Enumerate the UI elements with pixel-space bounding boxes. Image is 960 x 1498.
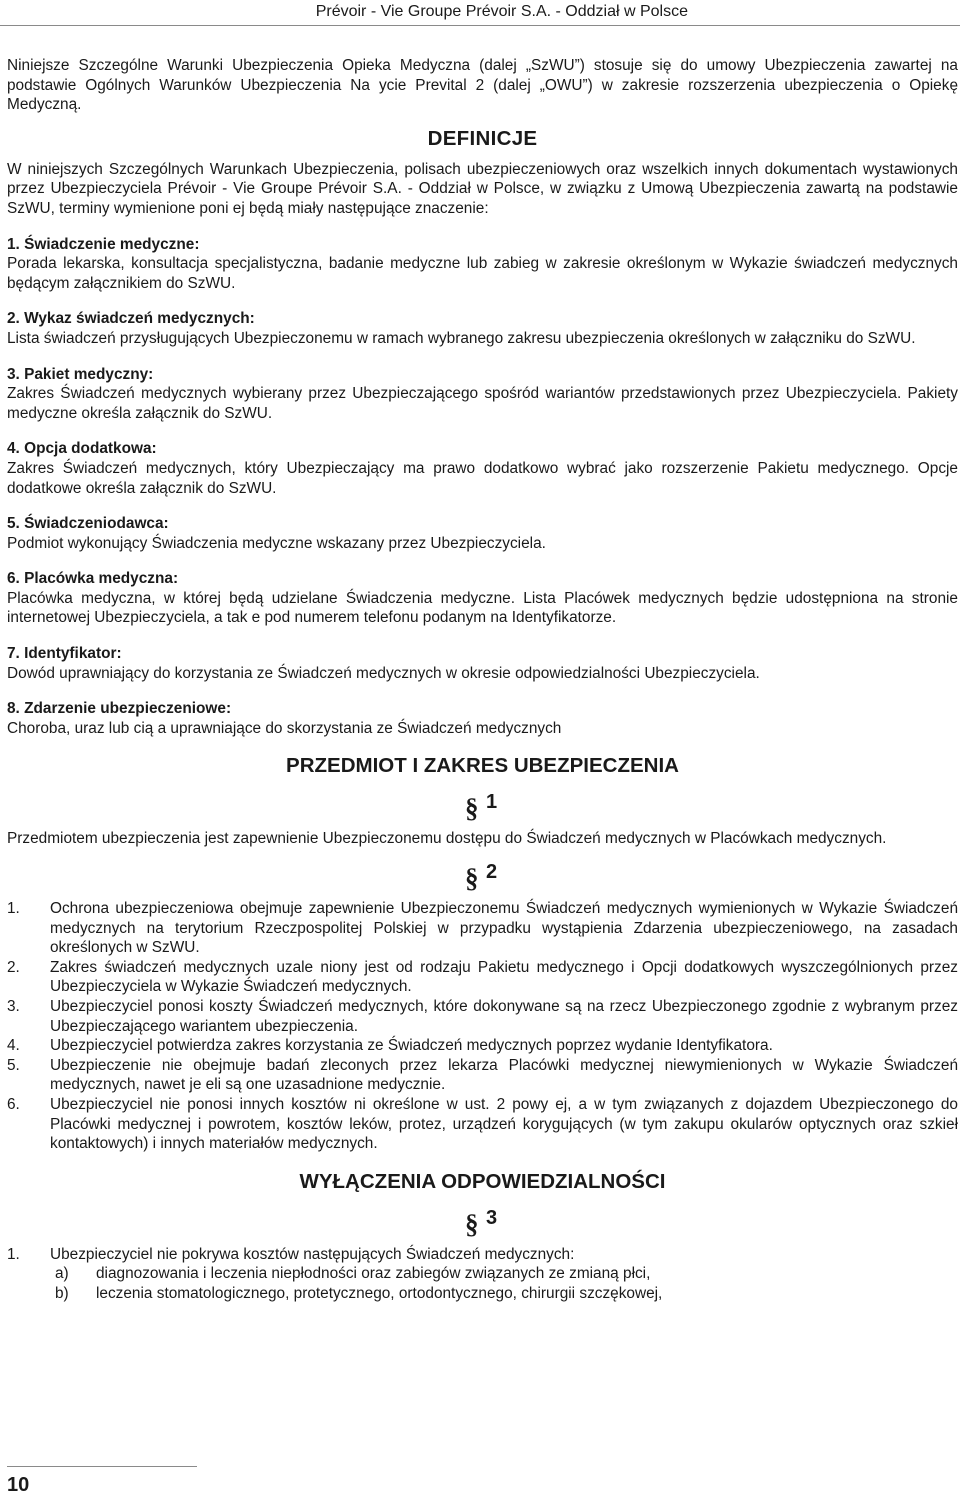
definition-text: Lista świadczeń przysługujących Ubezpieczonemu w ramach wybranego zakresu ubezpieczenia określonych w załączniku do SzWU. xyxy=(7,329,916,347)
definition-label: 4. Opcja dodatkowa: xyxy=(7,440,157,458)
definition-label: 2. Wykaz świadczeń medycznych: xyxy=(7,310,255,328)
definition-text: Podmiot wykonujący Świadczenia medyczne wskazany przez Ubezpieczyciela. xyxy=(7,534,546,552)
definition-label: 3. Pakiet medyczny: xyxy=(7,365,154,383)
header-rule xyxy=(0,25,960,26)
paragraph-number: 2 xyxy=(486,861,498,884)
paragraph-number: 3 xyxy=(486,1206,498,1229)
list-item-text: Ubezpieczyciel nie ponosi innych kosztów ni określone w ust. 2 powy ej, a w tym związanych z dojazdem Ubezpieczonego do Placówki medycznej i powrotem, kosztów leków, protez, urządzeń korygujących (w tym zakupu okularów optycznych oraz szkieł kontaktowych) i innych materiałów medycznych. xyxy=(50,1095,958,1153)
definition-text: Porada lekarska, konsultacja specjalistyczna, badanie medyczne lub zabieg w zakresie określonym w Wykazie świadczeń medycznych będącym załącznikiem do SzWU. xyxy=(7,255,958,292)
paragraph-3-sublist xyxy=(7,1264,958,1303)
sublist-item-letter: b) xyxy=(55,1284,69,1302)
definition-text: Choroba, uraz lub cią a uprawniające do skorzystania ze Świadczeń medycznych xyxy=(7,719,562,737)
footer-rule xyxy=(7,1466,197,1467)
paragraph-2-list xyxy=(7,899,958,1154)
definition-label: 6. Placówka medyczna: xyxy=(7,570,179,588)
definition-item xyxy=(7,514,958,553)
sublist-item-text: diagnozowania i leczenia niepłodności oraz zabiegów związanych ze zmianą płci, xyxy=(96,1265,651,1283)
definition-text: Dowód uprawniający do korzystania ze Świadczeń medycznych w okresie odpowiedzialności Ubezpieczyciela. xyxy=(7,664,760,682)
definition-item xyxy=(7,439,958,498)
page-number: 10 xyxy=(7,1474,30,1496)
list-item-text: Ubezpieczyciel ponosi koszty Świadczeń medycznych, które dokonywane są na rzecz Ubezpieczonego zgodnie z wybranym przez Ubezpieczającego wariantem ubezpieczenia. xyxy=(50,998,958,1035)
definition-item xyxy=(7,569,958,628)
list-item-text: Ubezpieczenie nie obejmuje badań zleconych przez lekarza Placówki medycznej niewymienionych w Wykazie Świadczeń medycznych, nawet je eli są one uzasadnione medycznie. xyxy=(50,1056,958,1094)
list-item xyxy=(7,1036,958,1056)
definition-label: 5. Świadczeniodawca: xyxy=(7,515,169,533)
list-item xyxy=(7,997,958,1036)
sublist-item-letter: a) xyxy=(55,1265,69,1283)
paragraph-1-text: Przedmiotem ubezpieczenia jest zapewnienie Ubezpieczonemu dostępu do Świadczeń medycznych w Placówkach medycznych. xyxy=(7,830,887,848)
list-item-text: Ubezpieczyciel nie pokrywa kosztów następujących Świadczeń medycznych: xyxy=(50,1245,575,1263)
section-heading-exclusions: WYŁĄCZENIA ODPOWIEDZIALNOŚCI xyxy=(299,1169,666,1193)
list-item-text: Ubezpieczyciel potwierdza zakres korzystania ze Świadczeń medycznych poprzez wydanie Identyfikatora. xyxy=(50,1037,773,1055)
definition-label: 8. Zdarzenie ubezpieczeniowe: xyxy=(7,700,232,718)
paragraph-3-list xyxy=(7,1245,958,1265)
definitions-lead: W niniejszych Szczególnych Warunkach Ubezpieczenia, polisach ubezpieczeniowych oraz wszelkich innych dokumentach wystawionych przez Ubezpieczyciela Prévoir - Vie Groupe Prévoir S.A. - Oddział w Polsce, w związku z Umową Ubezpieczenia zawartą na podstawie SzWU, terminy wymienione poni ej będą miały następujące znaczenie: xyxy=(7,160,958,217)
sublist-item xyxy=(55,1264,958,1284)
list-item xyxy=(7,958,958,997)
definition-item xyxy=(7,309,958,348)
list-item-number: 1. xyxy=(7,1245,20,1263)
list-item xyxy=(7,1095,958,1154)
section-symbol: § xyxy=(465,1208,479,1239)
list-item-number: 6. xyxy=(7,1095,20,1113)
definition-text: Zakres Świadczeń medycznych wybierany przez Ubezpieczającego spośród wariantów przedstawionych przez Ubezpieczyciela. Pakiety medyczne określa załącznik do SzWU. xyxy=(7,385,958,422)
section-symbol: § xyxy=(465,793,479,824)
list-item xyxy=(7,1056,958,1095)
list-item-number: 4. xyxy=(7,1037,20,1055)
section-heading-scope: PRZEDMIOT I ZAKRES UBEZPIECZENIA xyxy=(286,754,679,778)
list-item-number: 1. xyxy=(7,900,20,918)
paragraph-marker-1 xyxy=(7,791,958,829)
sublist-item-text: leczenia stomatologicznego, protetycznego, ortodontycznego, chirurgii szczękowej, xyxy=(96,1284,663,1302)
section-symbol: § xyxy=(465,863,479,894)
header-title: Prévoir - Vie Groupe Prévoir S.A. - Oddział w Polsce xyxy=(315,3,688,20)
definition-item xyxy=(7,235,958,294)
document-body xyxy=(7,56,958,1304)
paragraph-marker-3 xyxy=(7,1207,958,1245)
list-item-number: 3. xyxy=(7,998,20,1015)
list-item xyxy=(7,899,958,958)
intro-paragraph: Niniejsze Szczególne Warunki Ubezpieczenia Opieka Medyczna (dalej „SzWU”) stosuje się do umowy Ubezpieczenia zawartej na podstawie Ogólnych Warunków Ubezpieczenia Na ycie Prevital 2 (dalej „OWU”) w zakresie rozszerzenia ubezpieczenia o Opiekę Medyczną. xyxy=(7,57,958,114)
list-item-text: Ochrona ubezpieczeniowa obejmuje zapewnienie Ubezpieczonemu Świadczeń medycznych wymienionych w Wykazie Świadczeń medycznych na terytorium Rzeczpospolitej Polskiej w przypadku wystąpienia Zdarzenia ubezpieczeniowego, na zasadach określonych w SzWU. xyxy=(50,900,958,957)
definition-text: Zakres Świadczeń medycznych, który Ubezpieczający ma prawo dodatkowo wybrać jako rozszerzenie Pakietu medycznego. Opcje dodatkowe określa załącznik do SzWU. xyxy=(7,459,958,497)
list-item-number: 2. xyxy=(7,958,20,976)
definition-item xyxy=(7,365,958,424)
list-item-number: 5. xyxy=(7,1056,20,1074)
definition-item xyxy=(7,699,958,738)
sublist-item xyxy=(55,1284,958,1304)
definitions-heading: DEFINICJE xyxy=(427,126,538,150)
definition-label: 7. Identyfikator: xyxy=(7,645,122,663)
list-item-text: Zakres świadczeń medycznych uzale niony jest od rodzaju Pakietu medycznego i Opcji dodatkowych wyszczególnionych przez Ubezpieczyciela w Wykazie Świadczeń medycznych. xyxy=(50,958,958,996)
list-item xyxy=(7,1245,958,1265)
paragraph-marker-2 xyxy=(7,861,958,899)
definition-text: Placówka medyczna, w której będą udzielane Świadczenia medyczne. Lista Placówek medycznych będzie udostępniona na stronie internetowej Ubezpieczyciela, a tak e pod numerem telefonu podanym na Identyfikatorze. xyxy=(7,589,958,627)
paragraph-number: 1 xyxy=(486,791,498,814)
page-header xyxy=(0,0,960,25)
definition-item xyxy=(7,644,958,683)
definition-label: 1. Świadczenie medyczne: xyxy=(7,235,200,253)
